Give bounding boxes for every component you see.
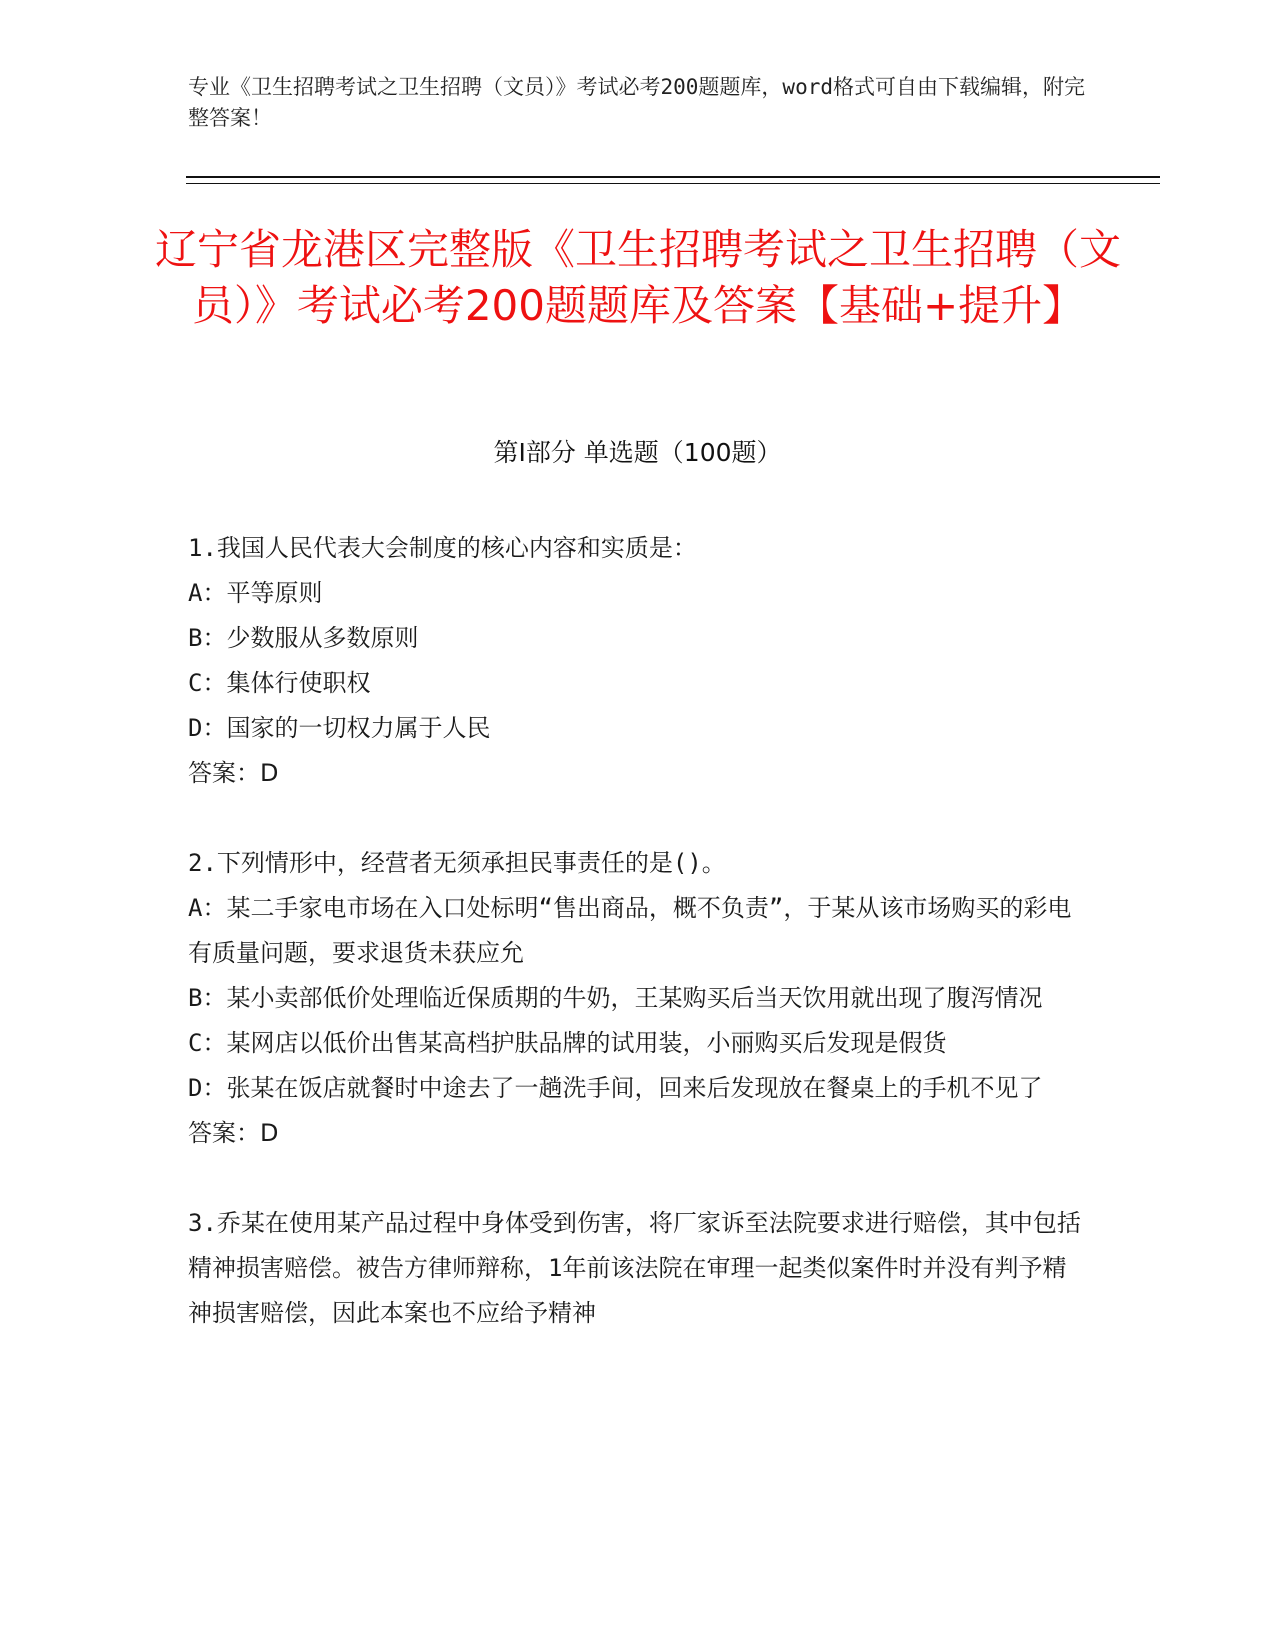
option-b: B：某小卖部低价处理临近保质期的牛奶，王某购买后当天饮用就出现了腹泻情况 [188,984,1043,1012]
question-stem: 1.我国人民代表大会制度的核心内容和实质是： [188,534,697,562]
question-list [188,526,1088,1336]
answer-line: 答案：D [188,1119,279,1147]
spacer [188,796,1088,841]
header-note: 专业《卫生招聘考试之卫生招聘（文员）》考试必考200题题库，word格式可自由下载编辑，附完整答案！ [188,75,1085,130]
option-c: C：集体行使职权 [188,669,371,697]
option-a: A：平等原则 [188,579,323,607]
spacer [188,1156,1088,1201]
document-title: 辽宁省龙港区完整版《卫生招聘考试之卫生招聘（文员）》考试必考200题题库及答案【基础+提升】 [154,225,1121,330]
question-1 [188,526,1088,796]
question-stem: 2.下列情形中，经营者无须承担民事责任的是()。 [188,849,726,877]
option-d: D：国家的一切权力属于人民 [188,714,491,742]
option-b: B：少数服从多数原则 [188,624,419,652]
option-c: C：某网店以低价出售某高档护肤品牌的试用装，小丽购买后发现是假货 [188,1029,947,1057]
section-title: 第Ⅰ部分 单选题（100题） [493,438,782,467]
header-divider-thin [186,183,1160,184]
question-2 [188,841,1088,1156]
option-a: A：某二手家电市场在入口处标明“售出商品，概不负责”，于某从该市场购买的彩电有质量问题，要求退货未获应允 [188,894,1072,967]
question-stem: 3.乔某在使用某产品过程中身体受到伤害，将厂家诉至法院要求进行赔偿，其中包括精神损害赔偿。被告方律师辩称，1年前该法院在审理一起类似案件时并没有判予精神损害赔偿，因此本案也不应给予精神 [188,1209,1081,1327]
answer-line: 答案：D [188,759,279,787]
header-divider-thick [186,176,1160,178]
option-d: D：张某在饭店就餐时中途去了一趟洗手间，回来后发现放在餐桌上的手机不见了 [188,1074,1043,1102]
question-3 [188,1201,1088,1336]
